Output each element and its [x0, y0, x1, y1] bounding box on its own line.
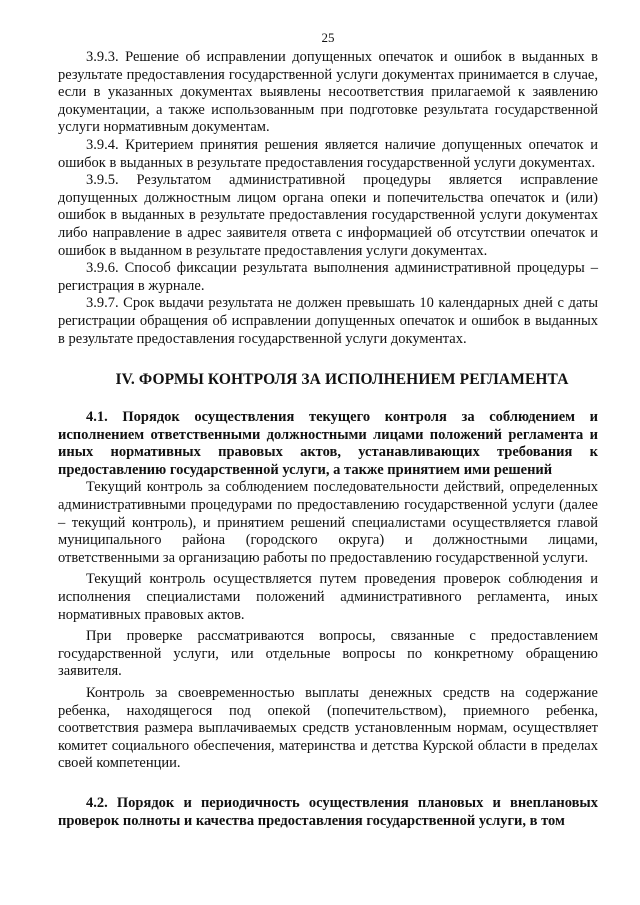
- paragraph-3-9-6: 3.9.6. Способ фиксации результата выполнения административной процедуры – регистрация в журнале.: [58, 260, 598, 294]
- subsection-4-1-heading: 4.1. Порядок осуществления текущего контроля за соблюдением и исполнением ответственными должностными лицами положений регламента и иных нормативных правовых актов, устанавливающих требования к предоставлению государственной услуги, а также принятием ими решений: [58, 409, 598, 478]
- paragraph-4-1-payments-control: Контроль за своевременностью выплаты денежных средств на содержание ребенка, находящегося под опекой (попечительством), приемного ребенка, соответствия размера выплачиваемых средств установленным нормам, осуществляет комитет социального обеспечения, материнства и детства Курской области в пределах своей компетенции.: [58, 685, 598, 772]
- page-number: 25: [321, 30, 335, 45]
- subsection-4-2-heading: 4.2. Порядок и периодичность осуществления плановых и внеплановых проверок полноты и качества предоставления государственной услуги, в том: [58, 794, 598, 829]
- section-iv-title: IV. ФОРМЫ КОНТРОЛЯ ЗА ИСПОЛНЕНИЕМ РЕГЛАМЕНТА: [115, 371, 569, 389]
- paragraph-3-9-4: 3.9.4. Критерием принятия решения является наличие допущенных опечаток и ошибок в выданных в результате предоставления государственной услуги документах.: [58, 136, 598, 171]
- paragraph-4-1-inspections: Текущий контроль осуществляется путем проведения проверок соблюдения и исполнения специалистами положений административного регламента, иных нормативных правовых актов.: [58, 571, 598, 623]
- paragraph-3-9-3: 3.9.3. Решение об исправлении допущенных опечаток и ошибок в выданных в результате предоставления государственной услуги документах принимается в случае, если в указанных документах выявлены несоответствия прилагаемой к заявлению документации, а также использованным при подготовке результата государственной услуги нормативным документам.: [58, 49, 598, 136]
- document-page: [58, 30, 598, 830]
- paragraph-4-1-questions: При проверке рассматриваются вопросы, связанные с предоставлением государственной услуги, или отдельные вопросы по конкретному обращению заявителя.: [58, 628, 598, 680]
- paragraph-3-9-5: 3.9.5. Результатом административной процедуры является исправление допущенных должностным лицом органа опеки и попечительства опечаток и (или) ошибок в выданных в результате предоставления государственной услуги документах либо направление в адрес заявителя ответа с информацией об отсутствии опечаток и ошибок в выданном в результате предоставления услуги документах.: [58, 172, 598, 259]
- paragraph-3-9-7: 3.9.7. Срок выдачи результата не должен превышать 10 календарных дней с даты регистрации обращения об исправлении допущенных опечаток и ошибок в выданных в результате предоставления государственной услуги документах.: [58, 295, 598, 347]
- paragraph-4-1-current-control: Текущий контроль за соблюдением последовательности действий, определенных административными процедурами по предоставлению государственной услуги (далее – текущий контроль), и принятием решений специалистами осуществляется главой муниципального района (городского округа) и должностными лицами, ответственными за организацию работы по предоставлению государственной услуги.: [58, 479, 598, 566]
